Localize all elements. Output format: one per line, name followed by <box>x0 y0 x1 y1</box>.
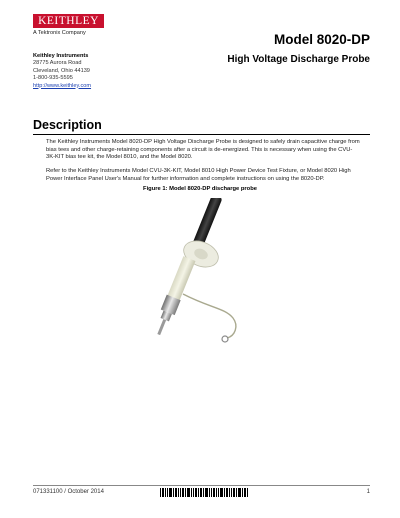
probe-photo <box>115 198 265 358</box>
description-paragraph-2: Refer to the Keithley Instruments Model CVU-3K-KIT, Model 8010 High Power Device Test Fixture, or Model 8020 High Power Interface Panel User's Manual for further information and complete instructions on using the 8020-DP. <box>46 168 351 182</box>
model-title: Model 8020-DP <box>273 32 370 47</box>
logo-wordmark: KEITHLEY <box>33 14 104 28</box>
document-number: 071331100 / October 2014 <box>33 489 104 495</box>
city-line: Cleveland, Ohio 44139 <box>33 67 90 74</box>
footer-divider <box>33 485 370 486</box>
section-title: Description <box>33 118 102 132</box>
section-divider <box>33 134 370 135</box>
page-number: 1 <box>366 489 370 495</box>
logo-tagline: A Tektronix Company <box>33 30 86 36</box>
address-line: 28775 Aurora Road <box>33 60 82 67</box>
keithley-logo <box>33 14 104 36</box>
contact-block <box>33 53 91 90</box>
phone-line: 1-800-935-5595 <box>33 75 73 82</box>
website-link[interactable]: http://www.keithley.com <box>33 82 92 89</box>
company-name: Keithley Instruments <box>33 53 89 59</box>
figure-caption: Figure 1: Model 8020-DP discharge probe <box>143 186 257 192</box>
barcode-image <box>160 488 250 497</box>
product-subtitle: High Voltage Discharge Probe <box>227 54 370 65</box>
description-paragraph-1: The Keithley Instruments Model 8020-DP High Voltage Discharge Probe is designed to safely drain capacitive charge from bias tees and other charge-retaining components after a circuit is de-energized. This is necessary when using the CVU-3K-KIT bias tee kit, the Model 8010, and the Model 8020. <box>46 139 360 161</box>
